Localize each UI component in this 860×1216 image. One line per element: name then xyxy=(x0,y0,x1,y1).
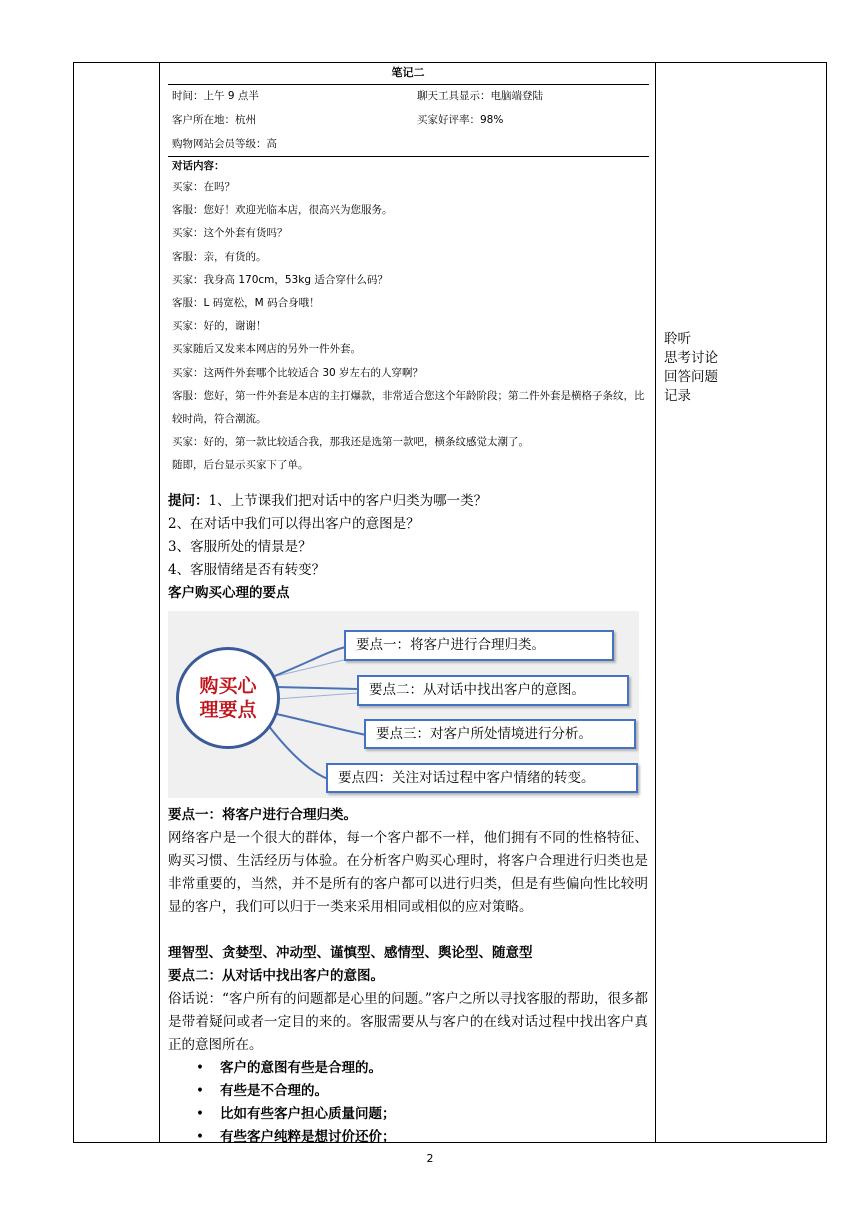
activity-item: 聆听 xyxy=(664,331,691,347)
point-box-2: 要点二：从对话中找出客户的意图。 xyxy=(357,675,629,706)
column-divider xyxy=(655,62,656,1143)
point-box-4: 要点四：关注对话过程中客户情绪的转变。 xyxy=(326,763,638,793)
dialogue-heading: 对话内容： xyxy=(172,160,225,172)
dialogue-line: 买家随后又发来本网店的另外一件外套。 xyxy=(172,343,361,356)
center-node xyxy=(176,647,280,749)
purchase-psychology-diagram xyxy=(168,611,639,798)
dialogue-line: 买家：在吗？ xyxy=(172,181,235,193)
question-1: 提问：1、上节课我们把对话中的客户归类为哪一类？ xyxy=(168,493,488,509)
dialogue-line: 买家：我身高 170cm，53kg 适合穿什么码？ xyxy=(172,273,388,286)
dialogue-line: 买家：这个外套有货吗？ xyxy=(172,227,288,240)
dialogue-line: 买家：好的，谢谢！ xyxy=(172,320,267,333)
point2-text: 俗话说：“客户所有的问题都是心里的问题。”客户之所以寻找客服的帮助，很多都是带着疑问或者一定目的来的。客服需要从与客户的在线对话过程中找出客户真正的意图所在。 xyxy=(168,991,648,1053)
dialogue xyxy=(172,156,648,477)
point-box-3: 要点三：对客户所处情境进行分析。 xyxy=(364,719,636,749)
center-node-label: 购买心理要点 xyxy=(199,675,257,721)
bullet-text: 有些是不合理的。 xyxy=(220,1083,328,1099)
point-box-1: 要点一：将客户进行合理归类。 xyxy=(344,630,614,661)
point2-bullets xyxy=(196,1057,396,1149)
dialogue-line: 客服：您好，第一件外套是本店的主打爆款，非常适合您这个年龄阶段；第二件外套是横格子条纹，比较时尚，符合潮流。 xyxy=(172,389,645,425)
bullet-icon: • xyxy=(196,1129,204,1145)
column-divider xyxy=(159,62,160,1143)
dialogue-line: 客服：亲，有货的。 xyxy=(172,250,267,263)
question-3: 3、客服所处的情景是？ xyxy=(168,539,312,555)
bullet-item xyxy=(196,1126,396,1149)
note-time: 时间：上午 9 点半 xyxy=(172,90,259,102)
dialogue-line: 买家：好的，第一款比较适合我，那我还是选第一款吧，横条纹感觉太潮了。 xyxy=(172,435,529,448)
note-rating: 买家好评率：98% xyxy=(417,114,504,126)
bullet-text: 有些客户纯粹是想讨价还价； xyxy=(220,1129,396,1145)
bullet-text: 比如有些客户担心质量问题； xyxy=(220,1106,396,1122)
point1-text: 网络客户是一个很大的群体，每一个客户都不一样，他们拥有不同的性格特征、购买习惯、生活经历与体验。在分析客户购买心理时，将客户合理进行归类也是非常重要的，当然，并不是所有的客户都可以进行归类，但是有些偏向性比较明显的客户，我们可以归于一类来采用相同或相似的应对策略。 xyxy=(168,830,648,915)
section-heading: 客户购买心理的要点 xyxy=(168,585,290,601)
activity-item: 记录 xyxy=(664,388,691,404)
bullet-icon: • xyxy=(196,1060,204,1076)
page-number: 2 xyxy=(426,1152,434,1165)
bullet-icon: • xyxy=(196,1106,204,1122)
note-title: 笔记二 xyxy=(391,66,425,79)
point1-heading: 要点一：将客户进行合理归类。 xyxy=(168,807,357,823)
activity-item: 回答问题 xyxy=(664,369,718,385)
question-2: 2、在对话中我们可以得出客户的意图是？ xyxy=(168,516,420,532)
bullet-icon: • xyxy=(196,1083,204,1099)
student-activities xyxy=(664,330,718,406)
dialogue-line: 买家：这两件外套哪个比较适合 30 岁左右的人穿啊？ xyxy=(172,366,424,379)
bullet-item xyxy=(196,1057,396,1080)
point2-heading: 要点二：从对话中找出客户的意图。 xyxy=(168,968,384,984)
note-member-level: 购物网站会员等级：高 xyxy=(172,138,277,150)
dialogue-line: 客服：您好！欢迎光临本店，很高兴为您服务。 xyxy=(172,204,393,217)
questions xyxy=(168,490,648,605)
divider xyxy=(168,84,649,85)
dialogue-line: 客服：L 码宽松，M 码合身哦！ xyxy=(172,296,320,309)
bullet-item xyxy=(196,1080,396,1103)
note-location: 客户所在地：杭州 xyxy=(172,114,256,126)
activity-item: 思考讨论 xyxy=(664,350,718,366)
questions-label: 提问： xyxy=(168,493,209,509)
bullet-item xyxy=(196,1103,396,1126)
dialogue-line: 随即，后台显示买家下了单。 xyxy=(172,458,309,471)
question-4: 4、客服情绪是否有转变？ xyxy=(168,562,326,578)
customer-types: 理智型、贪婪型、冲动型、谨慎型、感情型、舆论型、随意型 xyxy=(168,945,533,961)
bullet-text: 客户的意图有些是合理的。 xyxy=(220,1060,382,1076)
note-chat-tool: 聊天工具显示：电脑端登陆 xyxy=(417,90,543,102)
